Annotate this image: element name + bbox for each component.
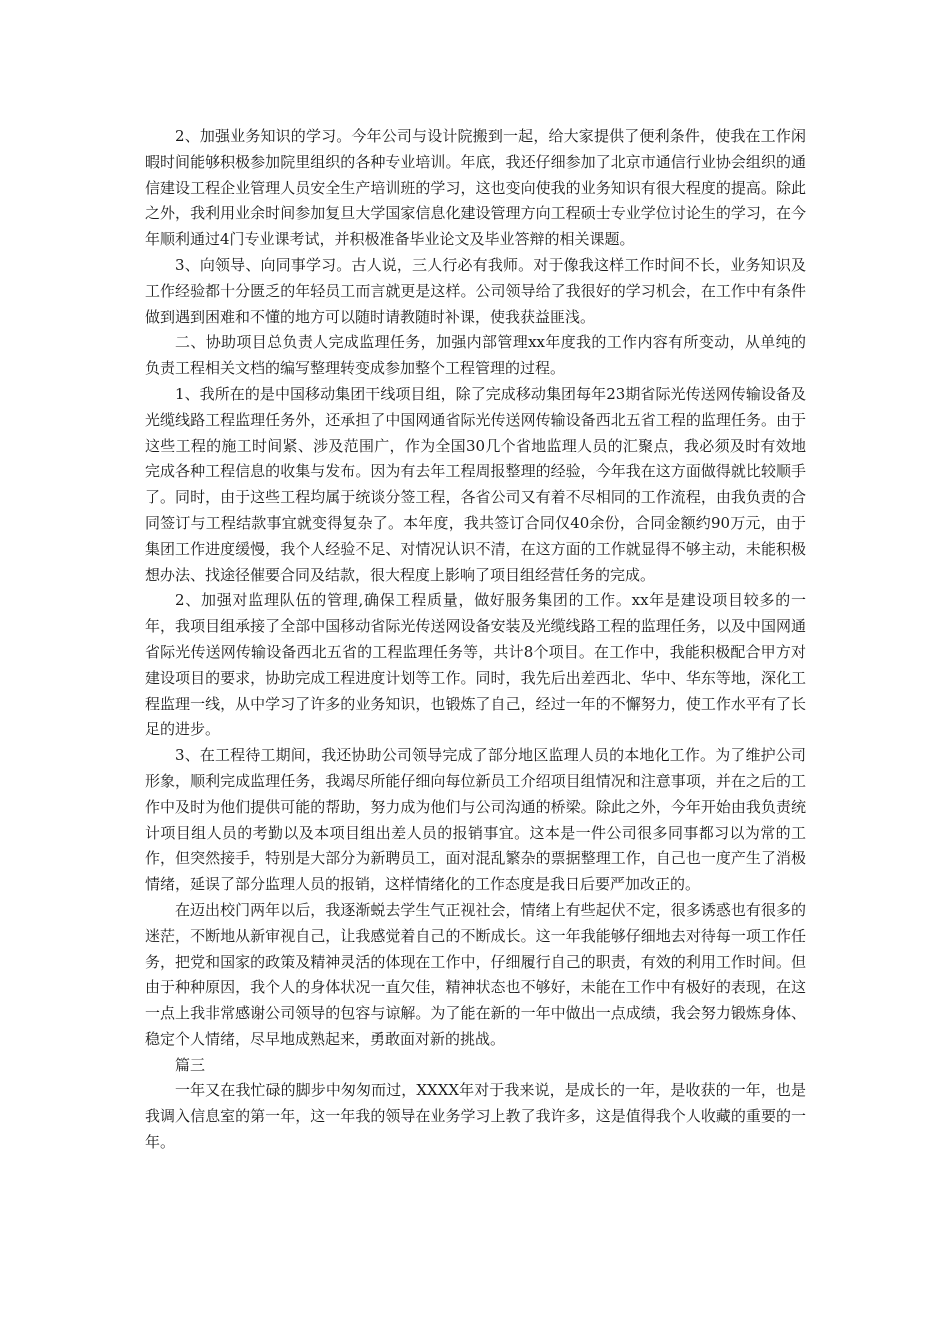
section-title-part-three: 篇三 (175, 1055, 206, 1074)
paragraph-learn-from-leaders: 3、向领导、向同事学习。古人说，三人行必有我师。对于像我这样工作时间不长，业务知识及工作经验都十分匮乏的年轻员工而言就更是这样。公司领导给了我很好的学习机会，在工作中有条件做到遇到困难和不懂的地方可以随时请教随时补课，使我获益匪浅。 (145, 255, 806, 326)
paragraph-project-group: 1、我所在的是中国移动集团干线项目组，除了完成移动集团每年23期省际光传送网传输设备及光缆线路工程监理任务外，还承担了中国网通省际光传送网传输设备西北五省工程的监理任务。由于这些工程的施工时间紧、涉及范围广，作为全国30几个省地监理人员的汇聚点，我必须及时有效地完成各种工程信息的收集与发布。因为有去年工程周报整理的经验，今年我在这方面做得就比较顺手了。同时，由于这些工程均属于统谈分签工程，各省公司又有着不尽相同的工作流程，由我负责的合同签订与工程结款事宜就变得复杂了。本年度，我共签订合同仅40余份，合同金额约90万元，由于集团工作进度缓慢，我个人经验不足、对情况认识不清，在这方面的工作就显得不够主动，未能积极想办法、找途径催要合同及结款，很大程度上影响了项目组经营任务的完成。 (145, 384, 806, 584)
paragraph-section-two-heading: 二、协助项目总负责人完成监理任务，加强内部管理xx年度我的工作内容有所变动，从单纯的负责工程相关文档的编写整理转变成参加整个工程管理的过程。 (145, 333, 806, 378)
paragraph-supervision-team: 2、加强对监理队伍的管理,确保工程质量，做好服务集团的工作。xx年是建设项目较多的一年，我项目组承接了全部中国移动省际光传送网设备安装及光缆线路工程的监理任务，以及中国网通省际光传送网传输设备西北五省的工程监理任务等，共计8个项目。在工作中，我能积极配合甲方对建设项目的要求，协助完成工程进度计划等工作。同时，我先后出差西北、华中、华东等地，深化工程监理一线，从中学习了许多的业务知识，也锻炼了自己，经过一年的不懈努力，使工作水平有了长足的进步。 (145, 591, 806, 739)
document-body (145, 124, 806, 1156)
paragraph-year-review: 一年又在我忙碌的脚步中匆匆而过，XXXX年对于我来说，是成长的一年，是收获的一年，也是我调入信息室的第一年，这一年我的领导在业务学习上教了我许多，这是值得我个人收藏的重要的一年。 (145, 1081, 806, 1152)
paragraph-study-business: 2、加强业务知识的学习。今年公司与设计院搬到一起，给大家提供了便利条件，使我在工作闲暇时间能够积极参加院里组织的各种专业培训。年底，我还仔细参加了北京市通信行业协会组织的通信建设工程企业管理人员安全生产培训班的学习，这也变向使我的业务知识有很大程度的提高。除此之外，我利用业余时间参加复旦大学国家信息化建设管理方向工程硕士专业学位讨论生的学习，在今年顺利通过4门专业课考试，并积极准备毕业论文及毕业答辩的相关课题。 (145, 127, 806, 249)
paragraph-localization-work: 3、在工程待工期间，我还协助公司领导完成了部分地区监理人员的本地化工作。为了维护公司形象，顺利完成监理任务，我竭尽所能仔细向每位新员工介绍项目组情况和注意事项，并在之后的工作中及时为他们提供可能的帮助，努力成为他们与公司沟通的桥梁。除此之外，今年开始由我负责统计项目组人员的考勤以及本项目组出差人员的报销事宜。这本是一件公司很多同事都习以为常的工作，但突然接手，特别是大部分为新聘员工，面对混乱繁杂的票据整理工作，自己也一度产生了消极情绪，延误了部分监理人员的报销，这样情绪化的工作态度是我日后要严加改正的。 (145, 746, 806, 894)
paragraph-personal-growth: 在迈出校门两年以后，我逐渐蜕去学生气正视社会，情绪上有些起伏不定，很多诱惑也有很多的迷茫，不断地从新审视自己，让我感觉着自己的不断成长。这一年我能够仔细地去对待每一项工作任务，把党和国家的政策及精神灵活的体现在工作中，仔细履行自己的职责，有效的利用工作时间。但由于种种原因，我个人的身体状况一直欠佳，精神状态也不够好，未能在工作中有极好的表现，在这一点上我非常感谢公司领导的包容与谅解。为了能在新的一年中做出一点成绩，我会努力锻炼身体、稳定个人情绪，尽早地成熟起来，勇敢面对新的挑战。 (145, 900, 806, 1048)
